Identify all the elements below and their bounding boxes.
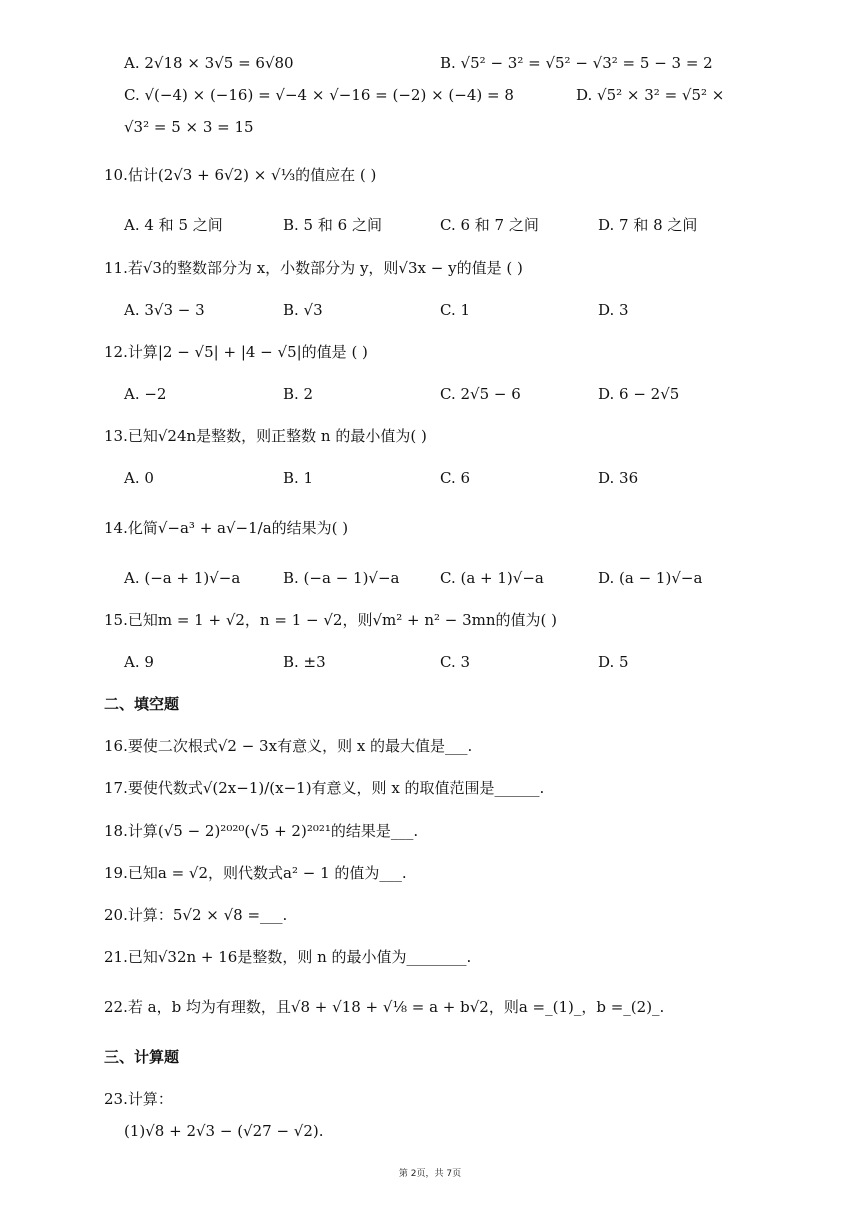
q15-option-c: C. 3 — [440, 653, 471, 671]
q13-option-c: C. 6 — [440, 469, 471, 487]
q11-stem: 11.若√3的整数部分为 x，小数部分为 y，则√3x − y的值是 ( ) — [104, 259, 523, 277]
q16-text: 16.要使二次根式√2 − 3x有意义，则 x 的最大值是___. — [104, 737, 473, 755]
q13-option-d: D. 36 — [598, 469, 639, 487]
q12-stem: 12.计算|2 − √5| + |4 − √5|的值是 ( ) — [104, 343, 368, 361]
q23-stem: 23.计算： — [104, 1090, 173, 1108]
section-heading-fill-in: 二、填空题 — [104, 695, 180, 713]
q13-option-a: A. 0 — [124, 469, 154, 487]
q19-text: 19.已知a = √2，则代数式a² − 1 的值为___. — [104, 864, 407, 882]
q11-option-b: B. √3 — [283, 301, 323, 319]
q12-option-b: B. 2 — [283, 385, 314, 403]
q14-option-a: A. (−a + 1)√−a — [124, 569, 241, 587]
q14-option-c: C. (a + 1)√−a — [440, 569, 544, 587]
q18-text: 18.计算(√5 − 2)²⁰²⁰(√5 + 2)²⁰²¹的结果是___. — [104, 822, 419, 840]
section-heading-calculation: 三、计算题 — [104, 1048, 180, 1066]
q10-option-c: C. 6 和 7 之间 — [440, 216, 539, 234]
q9-option-a: A. 2√18 × 3√5 = 6√80 — [124, 54, 294, 72]
q14-stem: 14.化简√−a³ + a√−1/a的结果为( ) — [104, 519, 349, 537]
q13-stem: 13.已知√24n是整数，则正整数 n 的最小值为( ) — [104, 427, 427, 445]
q22-text: 22.若 a，b 均为有理数，且√8 + √18 + √⅛ = a + b√2，则a =_(1)_，b =_(2)_. — [104, 998, 665, 1016]
q15-option-b: B. ±3 — [283, 653, 326, 671]
q10-option-a: A. 4 和 5 之间 — [124, 216, 223, 234]
q11-option-d: D. 3 — [598, 301, 629, 319]
q23-part-1: (1)√8 + 2√3 − (√27 − √2). — [124, 1122, 324, 1140]
q9-option-b: B. √5² − 3² = √5² − √3² = 5 − 3 = 2 — [440, 54, 713, 72]
q21-text: 21.已知√32n + 16是整数，则 n 的最小值为________. — [104, 948, 472, 966]
q12-option-a: A. −2 — [124, 385, 167, 403]
q20-text: 20.计算：5√2 × √8 =___. — [104, 906, 288, 924]
page-footer: 第 2页，共 7页 — [398, 1169, 462, 1179]
q12-option-c: C. 2√5 − 6 — [440, 385, 521, 403]
q15-stem: 15.已知m = 1 + √2，n = 1 − √2，则√m² + n² − 3mn的值为( ) — [104, 611, 558, 629]
q17-text: 17.要使代数式√(2x−1)/(x−1)有意义，则 x 的取值范围是______. — [104, 779, 545, 797]
q15-option-a: A. 9 — [124, 653, 154, 671]
q9-option-d: D. √5² × 3² = √5² × — [576, 86, 725, 104]
q10-option-b: B. 5 和 6 之间 — [283, 216, 382, 234]
q10-option-d: D. 7 和 8 之间 — [598, 216, 698, 234]
q9-option-d-continued: √3² = 5 × 3 = 15 — [124, 118, 254, 136]
q14-option-b: B. (−a − 1)√−a — [283, 569, 400, 587]
q11-option-c: C. 1 — [440, 301, 471, 319]
q14-option-d: D. (a − 1)√−a — [598, 569, 703, 587]
q11-option-a: A. 3√3 − 3 — [124, 301, 205, 319]
q15-option-d: D. 5 — [598, 653, 629, 671]
q12-option-d: D. 6 − 2√5 — [598, 385, 680, 403]
q10-stem: 10.估计(2√3 + 6√2) × √⅓的值应在 ( ) — [104, 166, 377, 184]
q13-option-b: B. 1 — [283, 469, 314, 487]
q9-option-c: C. √(−4) × (−16) = √−4 × √−16 = (−2) × (−4) = 8 — [124, 86, 514, 104]
